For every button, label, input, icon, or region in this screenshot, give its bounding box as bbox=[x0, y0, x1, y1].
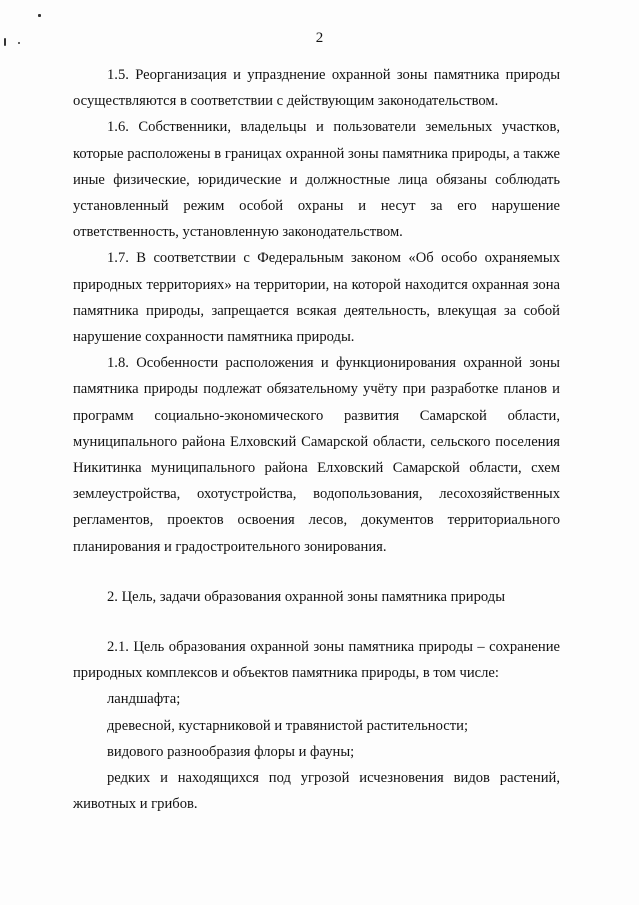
page-number: 2 bbox=[315, 30, 324, 46]
list-item-landscape: ландшафта; bbox=[107, 691, 181, 708]
paragraph-1-6: 1.6. Собственники, владельцы и пользователи земельных участков, которые расположены в границах охранной зоны памятника природы, а также иные физические, юридические и должностные лица обязаны соблюдать установленный режим особой охраны и несут за его нарушение ответственность, установленную законодательством. bbox=[73, 119, 560, 241]
paragraph-1-7: 1.7. В соответствии с Федеральным законом «Об особо охраняемых природных территориях» на территории, на которой находится охранная зона памятника природы, запрещается всякая деятельность, влекущая за собой нарушение сохранности памятника природы. bbox=[73, 250, 560, 346]
scan-speck bbox=[38, 14, 41, 17]
paragraph-1-5: 1.5. Реорганизация и упразднение охранной зоны памятника природы осуществляются в соответствии с действующим законодательством. bbox=[73, 67, 560, 110]
list-item-rare-species: редких и находящихся под угрозой исчезновения видов растений, животных и грибов. bbox=[73, 770, 560, 813]
section-2-title: 2. Цель, задачи образования охранной зоны памятника природы bbox=[107, 588, 505, 605]
document-body bbox=[73, 62, 560, 817]
paragraph-1-8: 1.8. Особенности расположения и функционирования охранной зоны памятника природы подлежат обязательному учёту при разработке планов и программ социально-экономического развития Самарской области, муниципального района Елховский Самарской области, сельского поселения Никитинка муниципального района Елховский Самарской области, схем землеустройства, охотустройства, водопользования, лесохозяйственных регламентов, проектов освоения лесов, документов территориального планирования и градостроительного зонирования. bbox=[73, 355, 560, 555]
list-item-biodiversity: видового разнообразия флоры и фауны; bbox=[107, 743, 355, 760]
paragraph-2-1: 2.1. Цель образования охранной зоны памятника природы – сохранение природных комплексов и объектов памятника природы, в том числе: bbox=[73, 639, 560, 682]
list-item-vegetation: древесной, кустарниковой и травянистой растительности; bbox=[107, 717, 468, 734]
